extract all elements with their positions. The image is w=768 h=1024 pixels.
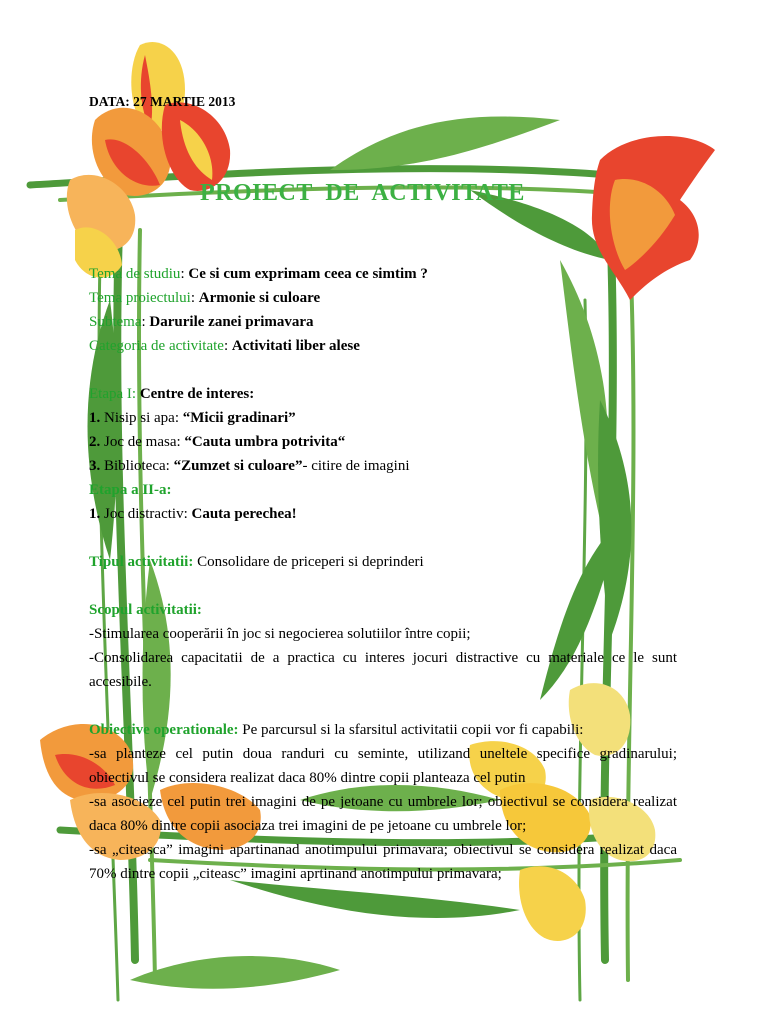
info-line: Subtema: Darurile zanei primavara [89,314,314,330]
info-value: Darurile zanei primavara [149,314,314,330]
scopul-heading [89,598,677,622]
document-date: DATA: 27 MARTIE 2013 [89,94,236,109]
list-item: 3. Biblioteca: “Zumzet si culoare”- citire de imagini [89,458,410,474]
etapa2-heading [89,478,677,502]
etapa1-label: Etapa I: [89,386,137,402]
info-value: Activitati liber alese [231,338,360,354]
obiective-intro: Pe parcursul si la sfarsitul activitatii copii vor fi capabili: [238,722,584,738]
tipul-line [89,550,677,574]
info-label: Categoria de activitate [89,338,224,354]
info-label: Tema proiectului [89,290,191,306]
document-body [89,262,677,886]
scopul-label: Scopul activitatii: [89,602,202,618]
etapa1-title: Centre de interes: [136,386,255,402]
obiective-label: Obiective operationale: [89,722,239,738]
obiectiv-item: -sa planteze cel putin doua randuri cu seminte, utilizand uneltele specifice gradinarului; obiectivul se considera realizat daca 80% dintre copii planteaza cel putin [89,746,677,786]
info-line: Tema de studiu: Ce si cum exprimam ceea ce simtim ? [89,266,428,282]
obiectiv-item: -sa asocieze cel putin trei imagini de pe jetoane cu umbrele lor; obiectivul se considera realizat daca 80% dintre copii asociaza trei imagini de pe jetoane cu umbrele lor; [89,794,677,834]
info-label: Tema de studiu [89,266,181,282]
tipul-value: Consolidare de priceperi si deprinderi [193,554,424,570]
obiectiv-item: -sa „citeasca” imagini apartinanad anotimpului primavara; obiectivul se considera realizat daca 70% dintre copii „citeasc” imagini aprtinand anotimpului primavara; [89,842,677,882]
list-item: 2. Joc de masa: “Cauta umbra potrivita“ [89,434,346,450]
list-item: 1. Nisip si apa: “Micii gradinari” [89,410,296,426]
info-label: Subtema [89,314,142,330]
scopul-line: -Stimularea cooperării în joc si negocierea solutiilor între copii; [89,626,471,642]
list-item: 1. Joc distractiv: Cauta perechea! [89,506,297,522]
scopul-line: -Consolidarea capacitatii de a practica cu interes jocuri distractive cu materiale ce le sunt accesibile. [89,650,677,690]
etapa1-heading [89,382,677,406]
info-value: Armonie si culoare [198,290,321,306]
etapa2-label: Etapa a II-a: [89,482,172,498]
info-line: Tema proiectului: Armonie si culoare [89,290,321,306]
obiective-heading [89,718,677,742]
info-value: Ce si cum exprimam ceea ce simtim ? [188,266,428,282]
document-title: PROIECT DE ACTIVITATE [200,180,525,206]
info-line: Categoria de activitate: Activitati liber alese [89,338,360,354]
tipul-label: Tipul activitatii: [89,554,194,570]
